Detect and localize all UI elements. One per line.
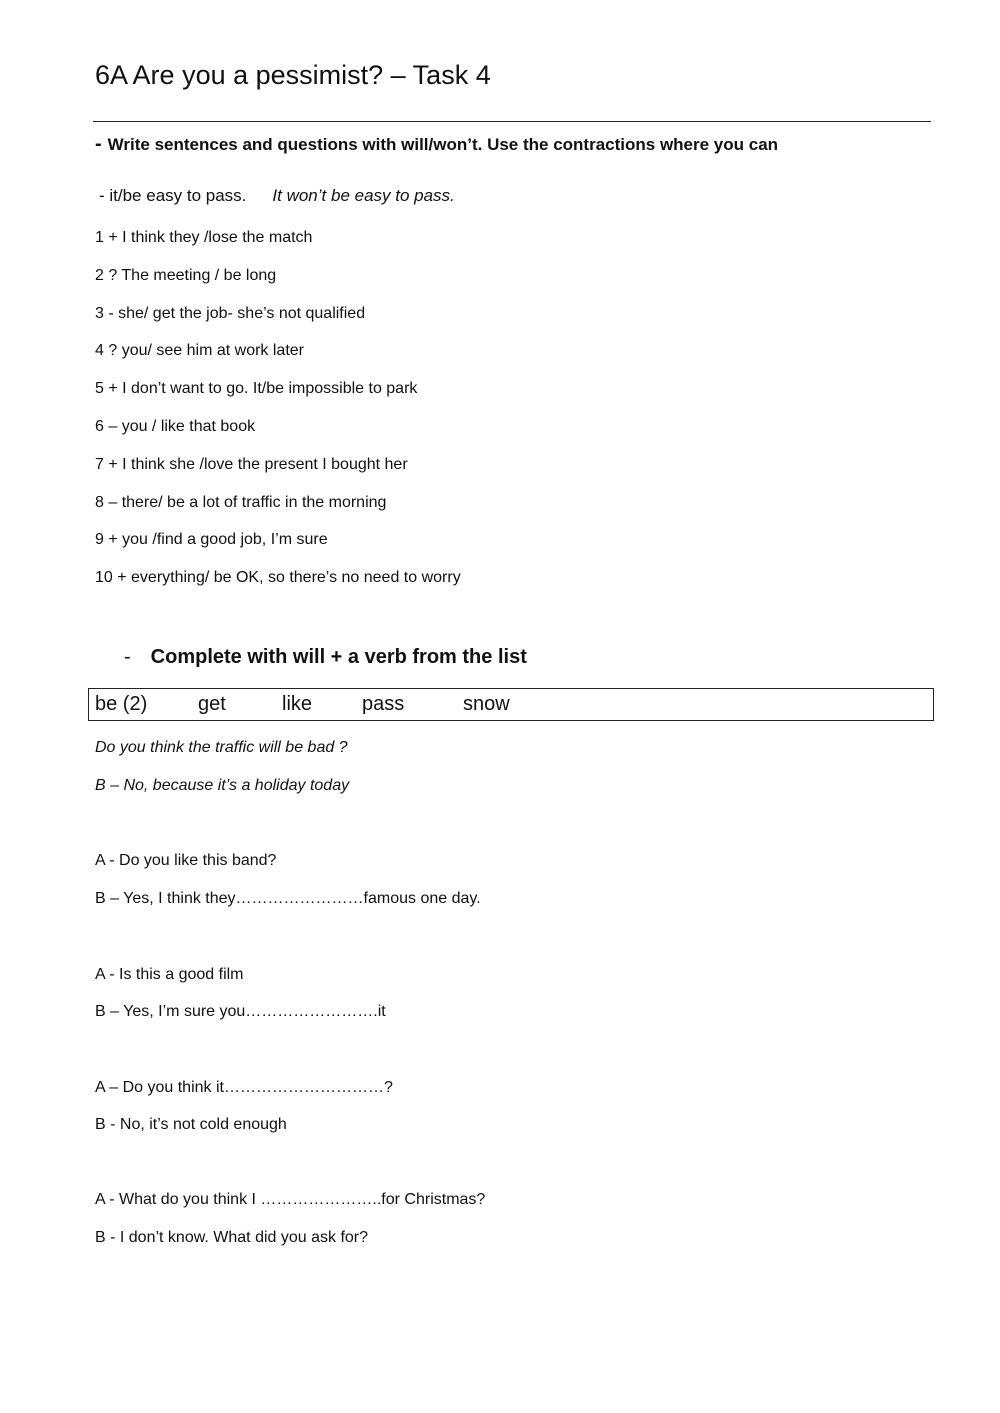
example-dialogue-a: Do you think the traffic will be bad ?	[95, 739, 348, 756]
exercise-item-1: 1 + I think they /lose the match	[95, 229, 313, 246]
dialogue-3-b: B - No, it’s not cold enough	[95, 1116, 287, 1133]
section2-dash: -	[124, 646, 131, 668]
word-pass: pass	[362, 693, 405, 715]
dialogue-1-a: A - Do you like this band?	[95, 852, 277, 869]
dialogue-4-a: A - What do you think I …………………..for Christmas?	[95, 1191, 486, 1208]
section1-dash: -	[95, 133, 102, 155]
exercise-item-9: 9 + you /find a good job, I’m sure	[95, 531, 328, 548]
exercise-item-2: 2 ? The meeting / be long	[95, 267, 277, 284]
exercise-item-8: 8 – there/ be a lot of traffic in the morning	[95, 494, 387, 511]
word-get: get	[198, 693, 226, 715]
exercise-item-3: 3 - she/ get the job- she’s not qualified	[95, 305, 366, 322]
dialogue-1-b: B – Yes, I think they……………………famous one day.	[95, 890, 481, 907]
page-title: 6A Are you a pessimist? – Task 4	[95, 60, 491, 90]
dialogue-4-b: B - I don’t know. What did you ask for?	[95, 1229, 369, 1246]
section2-instruction-text: Complete with will + a verb from the list	[150, 646, 527, 668]
exercise-item-5: 5 + I don’t want to go. It/be impossible to park	[95, 380, 418, 397]
title-divider	[93, 121, 931, 122]
section2-instruction	[124, 646, 527, 669]
word-like: like	[282, 693, 313, 715]
example-dialogue-b: B – No, because it’s a holiday today	[95, 777, 350, 794]
example-prompt: - it/be easy to pass.	[99, 186, 247, 205]
word-list-box	[88, 688, 934, 721]
exercise-item-7: 7 + I think she /love the present I bought her	[95, 456, 408, 473]
word-be: be (2)	[95, 693, 148, 715]
section1-instruction-text: Write sentences and questions with will/won’t. Use the contractions where you can	[107, 135, 779, 154]
exercise-item-10: 10 + everything/ be OK, so there’s no need to worry	[95, 569, 461, 586]
dialogue-2-b: B – Yes, I’m sure you…………………….it	[95, 1003, 386, 1020]
exercise-item-6: 6 – you / like that book	[95, 418, 256, 435]
dialogue-2-a: A - Is this a good film	[95, 966, 244, 983]
word-snow: snow	[463, 693, 510, 715]
section1-instruction	[95, 133, 778, 156]
dialogue-3-a: A – Do you think it…………………………?	[95, 1079, 393, 1096]
example-answer: It won’t be easy to pass.	[272, 186, 455, 205]
exercise-item-4: 4 ? you/ see him at work later	[95, 342, 304, 359]
section1-example	[99, 186, 455, 206]
